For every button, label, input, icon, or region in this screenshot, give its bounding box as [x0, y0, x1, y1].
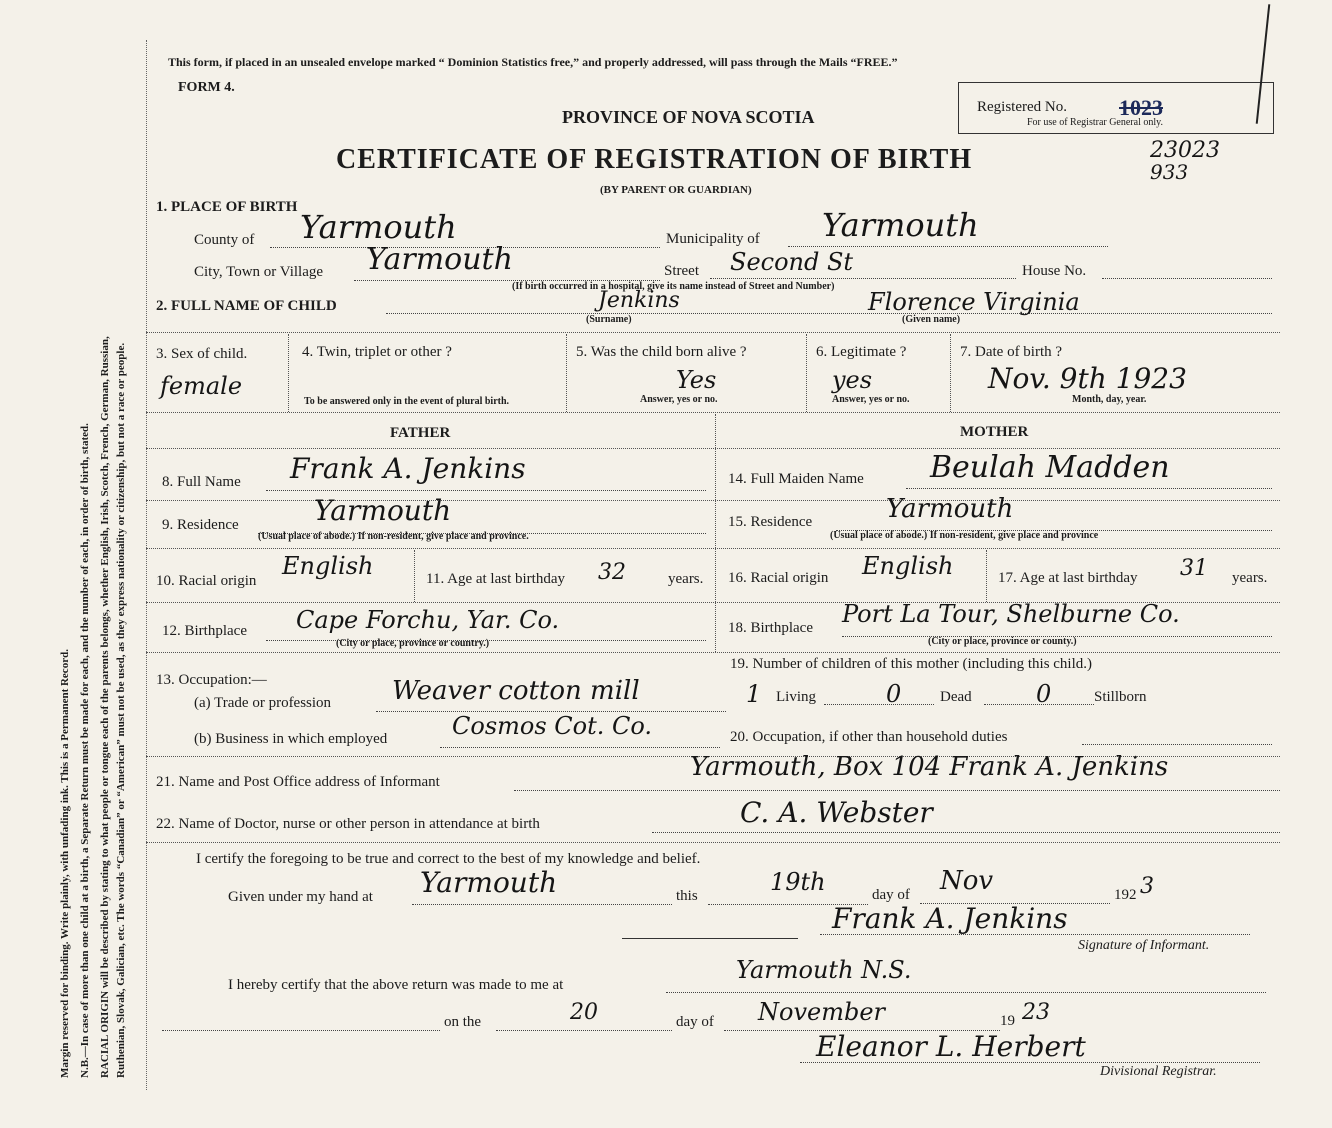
father-birthplace-value: Cape Forchu, Yar. Co. — [296, 606, 560, 634]
trade-label: (a) Trade or profession — [194, 695, 332, 711]
mother-name-label: 14. Full Maiden Name — [728, 471, 864, 487]
given-caption: (Given name) — [902, 314, 961, 325]
margin-line — [146, 40, 147, 1090]
registrar-signature: Eleanor L. Herbert — [816, 1030, 1086, 1063]
father-birthplace-caption: (City or place, province or country.) — [336, 638, 490, 649]
mother-birthplace-caption: (City or place, province or county.) — [928, 636, 1077, 647]
hospital-note: (If birth occurred in a hospital, give its name instead of Street and Number) — [512, 281, 835, 292]
given-place-value: Yarmouth — [420, 866, 558, 899]
legit-value: yes — [832, 366, 873, 394]
father-residence-label: 9. Residence — [162, 517, 239, 533]
informant-signature: Frank A. Jenkins — [832, 902, 1068, 935]
surname-caption: (Surname) — [586, 314, 632, 325]
city-label: City, Town or Village — [194, 264, 324, 280]
dob-value: Nov. 9th 1923 — [988, 362, 1187, 395]
mother-racial-value: English — [862, 552, 954, 580]
mail-notice: This form, if placed in an unsealed envelope marked “ Dominion Statistics free,” and properly addressed, will pass through the Mails “FREE.” — [168, 55, 898, 69]
father-years-label: years. — [668, 571, 704, 587]
living-label: Living — [776, 689, 816, 705]
county-value: Yarmouth — [300, 208, 457, 246]
father-birthplace-label: 12. Birthplace — [162, 623, 247, 639]
given-day-value: 19th — [770, 868, 826, 896]
mother-age-value: 31 — [1180, 556, 1208, 581]
this-label: this — [676, 888, 698, 904]
living-value: 1 — [746, 680, 762, 708]
mother-residence-label: 15. Residence — [728, 514, 813, 530]
on-the-label: on the — [444, 1014, 482, 1030]
registration-box — [958, 82, 1274, 134]
mother-racial-label: 16. Racial origin — [728, 570, 829, 586]
registered-label: Registered No. — [977, 99, 1067, 115]
side-note-4: Ruthenian, Slovak, Galician, etc. The words “Canadian” or “American” must not be used, as they express nationality or citizenship, but not a race or people. — [115, 342, 127, 1078]
alive-value: Yes — [676, 366, 717, 394]
business-value: Cosmos Cot. Co. — [452, 712, 653, 740]
mother-birthplace-label: 18. Birthplace — [728, 620, 813, 636]
reg-year-suffix: 23 — [1022, 1000, 1050, 1025]
legit-caption: Answer, yes or no. — [832, 394, 910, 405]
alive-caption: Answer, yes or no. — [640, 394, 718, 405]
father-residence-caption: (Usual place of abode.) If non-resident, give place and province. — [258, 531, 529, 542]
father-residence-value: Yarmouth — [314, 494, 452, 527]
certify-statement: I certify the foregoing to be true and correct to the best of my knowledge and belief. — [196, 851, 701, 867]
registrar-place-value: Yarmouth N.S. — [736, 956, 912, 984]
street-label: Street — [664, 263, 699, 279]
father-name-label: 8. Full Name — [162, 474, 241, 490]
doctor-value: C. A. Webster — [740, 796, 933, 829]
registrar-statement: I hereby certify that the above return was made to me at — [228, 977, 564, 993]
dob-label: 7. Date of birth ? — [960, 344, 1063, 360]
informant-label: 21. Name and Post Office address of Informant — [156, 774, 440, 790]
mother-residence-caption: (Usual place of abode.) If non-resident, give place and province — [830, 530, 1099, 541]
mother-heading: MOTHER — [960, 424, 1029, 440]
doctor-label: 22. Name of Doctor, nurse or other person in attendance at birth — [156, 816, 540, 832]
child-given-value: Florence Virginia — [868, 288, 1080, 316]
given-year-prefix: 192 — [1114, 887, 1137, 903]
children-count-label: 19. Number of children of this mother (including this child.) — [730, 656, 1093, 672]
sex-value: female — [160, 372, 243, 400]
signature-caption: Signature of Informant. — [1078, 938, 1210, 953]
day-of-label: day of — [872, 887, 910, 903]
margin-number-1: 23023 — [1150, 138, 1220, 163]
mother-name-value: Beulah Madden — [930, 450, 1170, 485]
informant-value: Yarmouth, Box 104 Frank A. Jenkins — [690, 752, 1169, 782]
mother-age-label: 17. Age at last birthday — [998, 570, 1138, 586]
place-section-label: 1. PLACE OF BIRTH — [156, 199, 298, 215]
mother-residence-value: Yarmouth — [886, 494, 1014, 524]
certificate-title: CERTIFICATE OF REGISTRATION OF BIRTH — [336, 144, 973, 175]
municipality-label: Municipality of — [666, 231, 760, 247]
registered-value: 1023 — [1119, 95, 1163, 120]
registrar-caption: Divisional Registrar. — [1100, 1064, 1217, 1079]
mother-years-label: years. — [1232, 570, 1268, 586]
street-value: Second St — [730, 248, 854, 276]
certificate-subtitle: (BY PARENT OR GUARDIAN) — [600, 184, 752, 196]
father-heading: FATHER — [390, 425, 451, 441]
mother-occupation-label: 20. Occupation, if other than household duties — [730, 729, 1008, 745]
registrar-use-caption: For use of Registrar General only. — [1027, 117, 1163, 128]
given-month-value: Nov — [940, 866, 994, 896]
alive-label: 5. Was the child born alive ? — [576, 344, 747, 360]
municipality-value: Yarmouth — [822, 206, 979, 244]
form-number: FORM 4. — [178, 80, 235, 95]
dob-caption: Month, day, year. — [1072, 394, 1147, 405]
margin-number-2: 933 — [1150, 160, 1189, 184]
father-age-value: 32 — [598, 560, 626, 585]
stillborn-label: Stillborn — [1094, 689, 1147, 705]
given-under-label: Given under my hand at — [228, 889, 373, 905]
reg-year-prefix: 19 — [1000, 1013, 1015, 1029]
city-value: Yarmouth — [366, 242, 513, 277]
side-note-3: RACIAL ORIGIN will be described by stating to what people or tongue each of the parents belongs, whether English, Irish, Scotch, French, German, Russian, — [99, 336, 111, 1078]
twin-caption: To be answered only in the event of plural birth. — [304, 396, 510, 407]
reg-day-value: 20 — [570, 1000, 598, 1025]
reg-day-of-label: day of — [676, 1014, 714, 1030]
occupation-label: 13. Occupation:— — [156, 672, 267, 688]
house-label: House No. — [1022, 263, 1087, 279]
side-note-1: Margin reserved for binding. Write plainly, with unfading ink. This is a Permanent Record. — [59, 649, 71, 1078]
side-note-2: N.B.—In case of more than one child at a birth, a Separate Return must be made for each, and the number of each, in order of birth, stated. — [79, 423, 91, 1078]
father-racial-label: 10. Racial origin — [156, 573, 257, 589]
father-racial-value: English — [282, 552, 374, 580]
legit-label: 6. Legitimate ? — [816, 344, 907, 360]
child-name-label: 2. FULL NAME OF CHILD — [156, 298, 337, 314]
sex-label: 3. Sex of child. — [156, 346, 248, 362]
mother-birthplace-value: Port La Tour, Shelburne Co. — [842, 600, 1180, 628]
father-name-value: Frank A. Jenkins — [290, 452, 526, 485]
twin-label: 4. Twin, triplet or other ? — [302, 344, 452, 360]
province-heading: PROVINCE OF NOVA SCOTIA — [562, 107, 815, 127]
stillborn-value: 0 — [1036, 680, 1052, 708]
child-surname-value: Jenkins — [598, 288, 680, 313]
dead-value: 0 — [886, 680, 902, 708]
reg-month-value: November — [758, 998, 886, 1026]
father-age-label: 11. Age at last birthday — [426, 571, 565, 587]
dead-label: Dead — [940, 689, 972, 705]
county-label: County of — [194, 232, 255, 248]
given-year-suffix: 3 — [1140, 874, 1154, 899]
trade-value: Weaver cotton mill — [392, 676, 640, 706]
business-label: (b) Business in which employed — [194, 731, 388, 747]
